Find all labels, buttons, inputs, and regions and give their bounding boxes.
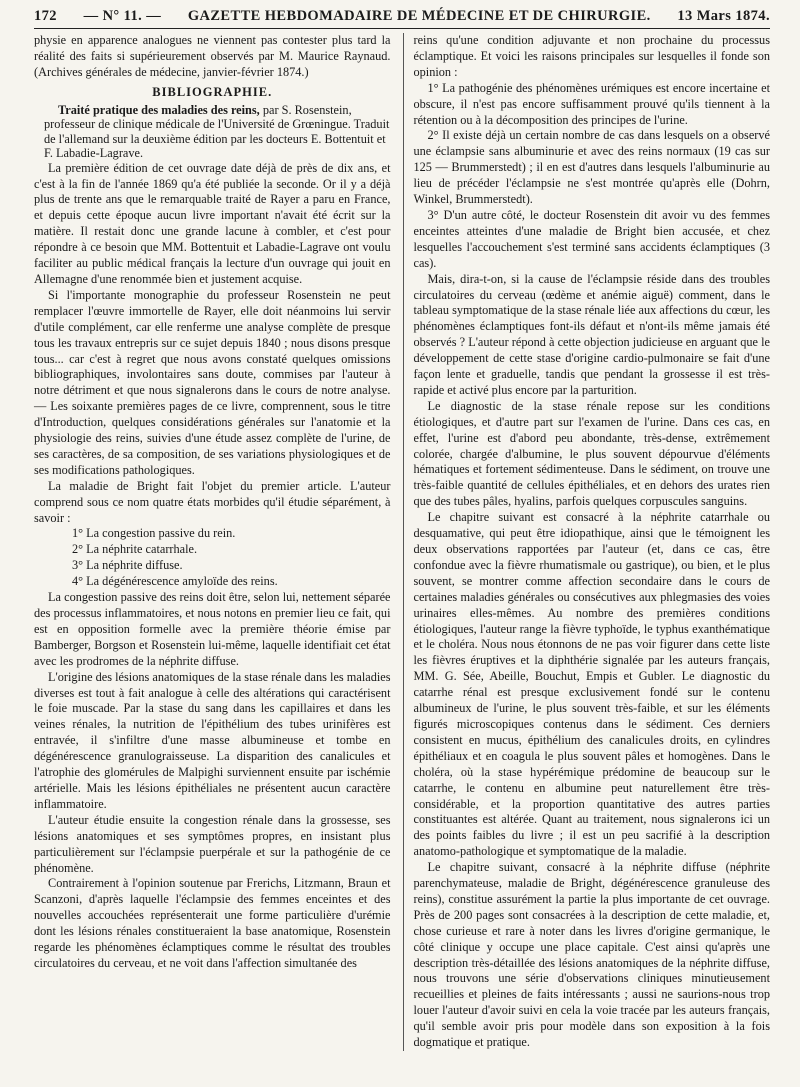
page-number: 172 [34,8,57,24]
book-details: par S. Rosenstein, professeur de clinique médicale de l'Université de Grœningue. Traduit de l'allemand sur la deuxième édition par les docteurs E. Bottentuit et F. Labadie-Lagrave. [44,102,390,161]
paragraph: Contrairement à l'opinion soutenue par Frerichs, Litzmann, Braun et Scanzoni, d'après laquelle l'éclampsie des femmes enceintes et des nouvelles accouchées représenterait une forme particulière d'urémie dont les lésions rénales constitueraient la base anatomique, Rosenstein regarde les phénomènes éclamptiques comme le résultat des troubles circulatoires du cerveau, et ne voit dans l'affection simultanée des [34,876,391,970]
section-heading: BIBLIOGRAPHIE. [152,84,273,99]
right-column [403,33,771,1051]
list-item: 3° La néphrite diffuse. [72,558,183,573]
paragraph: La première édition de cet ouvrage date déjà de près de dix ans, et c'est à la fin de l'année 1869 qu'a été publiée la seconde. Or il y a déjà plus de trente ans que le remarquable traité de Rayer a paru en France, et depuis cette époque aucun livre important n'avait été écrit sur la matière. Il restait donc une grande lacune à combler, et c'est pour répondre à ce besoin que MM. Bottentuit et Labadie-Lagrave ont voulu faciliter au public médical français la lecture d'un ouvrage qui jouit en Allemagne d'une renommée bien et justement acquise. [34,160,391,286]
list-item: 2° La néphrite catarrhale. [72,542,198,557]
paragraph: 2° Il existe déjà un certain nombre de cas dans lesquels on a observé une éclampsie sans albuminurie et avec des reins normaux (19 cas sur 125 — Brummerstedt) ; il en est d'autres dans lesquels l'albuminurie au lieu de précéder l'éclampsie ne s'est montrée qu'après elle (Dohrn, Winkel, Brummerstedt). [413,128,770,207]
paragraph: La maladie de Bright fait l'objet du premier article. L'auteur comprend sous ce nom quatre états morbides qu'il étudie séparément, à savoir : [34,478,391,525]
paragraph: 3° D'un autre côté, le docteur Rosenstein dit avoir vu des femmes enceintes atteintes d'une maladie de Bright bien accusée, et chez lesquelles l'accouchement s'est terminé sans accidents éclamptiques (3 cas). [413,207,770,270]
columns [34,33,770,1051]
left-column [34,33,391,1051]
issue-date: 13 Mars 1874. [677,8,770,24]
paragraph: L'origine des lésions anatomiques de la stase rénale dans les maladies diverses est tout à fait analogue à celle des altérations qui caractérisent le foie muscade. Par la stase du sang dans les capillaires et dans les veines rénales, la nutrition de l'épithélium des tubes urinifères est entravée, il s'infiltre d'une masse albumineuse et tombe en dégénérescence granulograisseuse. La disparition des canalicules et l'atrophie des glomérules de Malpighi surviennent ensuite par ischémie artérielle. Mais les lésions épithéliales ne présentent aucun caractère inflammatoire. [34,669,391,811]
paragraph: Le chapitre suivant est consacré à la néphrite catarrhale ou desquamative, qui peut être idiopathique, ainsi que le témoignent les deux observations rapportées par l'auteur (et, dans ce cas, être confondue avec la fièvre rhumatismale ou gastrique), ou bien, et le plus souvent, se montrer comme affection secondaire dans le cours de certaines maladies générales ou consécutives aux phlegmasies des voies urinaires elles-mêmes. Au nombre des premières conditions étiologiques, l'auteur range la fièvre typhoïde, le typhus exanthématique et le choléra. Nous nous étonnons de ne pas voir figurer dans cette liste les fièvres éruptives et la diphthérie signalée par les auteurs français, MM. G. Sée, Abeille, Bouchut, Empis et Gubler. Le diagnostic du catarrhe rénal est presque exclusivement fondé sur le contenu albumineux de l'urine, le plus souvent très-faible, et sur les éléments figurés microscopiques contenus dans le sédiment. Ces derniers consistent en mucus, épithélium des canalicules droits, en cylindres épithéliaux et en coagula le plus souvent pâles et homogènes. Dans le choléra, où la stase hypérémique prédomine de beaucoup sur le catarrhe, le contenu en albumine peut naturellement être très-considérable, et la proportion quantitative des autres parties constituantes est altérée. Quant au traitement, nous signalerons ici un des points faibles du livre ; il est un peu sacrifié à la description anatomo-pathologique et symptomatique de la maladie. [413,510,770,859]
list-item: 4° La dégénérescence amyloïde des reins. [72,574,278,589]
paragraph: L'auteur étudie ensuite la congestion rénale dans la grossesse, ses lésions anatomiques et ses symptômes propres, en insistant plus particulièrement sur l'éclampsie puerpérale et sur la pathogénie de ce phénomène. [34,812,391,875]
journal-title: GAZETTE HEBDOMADAIRE DE MÉDECINE ET DE CHIRURGIE. [187,8,651,24]
paragraph: physie en apparence analogues ne viennent pas contester plus tard la réalité des faits si supérieurement observés par M. Maurice Raynaud. (Archives générales de médecine, janvier-février 1874.) [34,33,391,79]
paragraph: Mais, dira-t-on, si la cause de l'éclampsie réside dans des troubles circulatoires du cerveau (œdème et anémie aiguë) comment, dans le tableau symptomatique de la stase rénale liée aux affections du cœur, les phénomènes éclamptiques font-ils défaut et n'ont-ils même jamais été observés ? L'auteur répond à cette objection judicieuse en arguant que le développement de cette stase d'origine cardio-pulmonaire se fait d'une façon lente et graduelle, tandis que pendant la grossesse il est très-rapide et activé plus encore par la parturition. [413,271,770,397]
paragraph: reins qu'une condition adjuvante et non prochaine du processus éclamptique. Et voici les raisons principales sur lesquelles il fonde son opinion : [413,33,770,79]
paragraph: 1° La pathogénie des phénomènes urémiques est encore incertaine et obscure, il n'est pas encore suffisamment prouvé qu'ils tiennent à la rétention ou à la décomposition des principes de l'urine. [413,80,770,127]
list-item: 1° La congestion passive du rein. [72,526,236,541]
page-header [34,8,770,29]
paragraph: Le diagnostic de la stase rénale repose sur les conditions étiologiques, et d'autre part sur l'examen de l'urine. Dans ces cas, en effet, l'urine est d'abord peu abondante, très-dense, extrêmement colorée, chargée d'albumine, le plus souvent dépourvue d'éléments hématiques et fortement sédimenteuse. Dans le sédiment, on trouve une très-faible quantité de cellules épithéliales, et en dehors des urates rien que des tubes pâles, hyalins, parfois quelques corpuscules sanguins. [413,398,770,509]
book-citation [34,103,391,161]
book-title: Traité pratique des maladies des reins, [58,102,260,117]
paragraph: Si l'importante monographie du professeur Rosenstein ne peut remplacer l'œuvre immortelle de Rayer, elle doit néanmoins lui servir d'utile complément, car elle renferme une analyse complète de presque tous les travaux entrepris sur ce sujet depuis 1840 ; nous disons presque tous... car c'est à regret que nous avons constaté quelques omissions bibliographiques, involontaires sans doute, commises par l'auteur à notre détriment et que nous signalerons dans le cours de notre analyse. — Les soixante premières pages de ce livre, comprennent, sous le titre d'Introduction, quelques considérations générales sur l'anatomie et la physiologie des reins, suivies d'une étude assez complète de l'urine, de ses caractères, de sa composition, de ses variations physiologiques et de ses modifications pathologiques. [34,287,391,477]
issue-number: — N° 11. — [83,8,162,24]
paragraph: La congestion passive des reins doit être, selon lui, nettement séparée des processus inflammatoires, et nous notons en premier lieu ce fait, qui est en opposition formelle avec la première théorie émise par Bamberger, Borgson et Rosenstein lui-même, laquelle identifiait cet état avec les prodromes de la néphrite diffuse. [34,590,391,668]
paragraph: Le chapitre suivant, consacré à la néphrite diffuse (néphrite parenchymateuse, maladie de Bright, dégénérescence granuleuse des reins), constitue assurément la partie la plus importante de cet ouvrage. Près de 200 pages sont consacrées à la description de cette maladie, et, chose curieuse et rare à noter dans les livres d'origine germanique, le côté clinique y occupe une place capitale. C'est ainsi qu'après une description très-détaillée des lésions anatomiques de la néphrite diffuse, nous trouvons une série d'observations cliniques minutieusement recueillies et pleines de faits intéressants ; aussi ne saurions-nous trop louer l'auteur d'avoir suivi en cela la voie tracée par les auteurs français, qu'il semble avoir pris pour modèle dans son exposition à la fois dogmatique et pratique. [413,860,770,1050]
